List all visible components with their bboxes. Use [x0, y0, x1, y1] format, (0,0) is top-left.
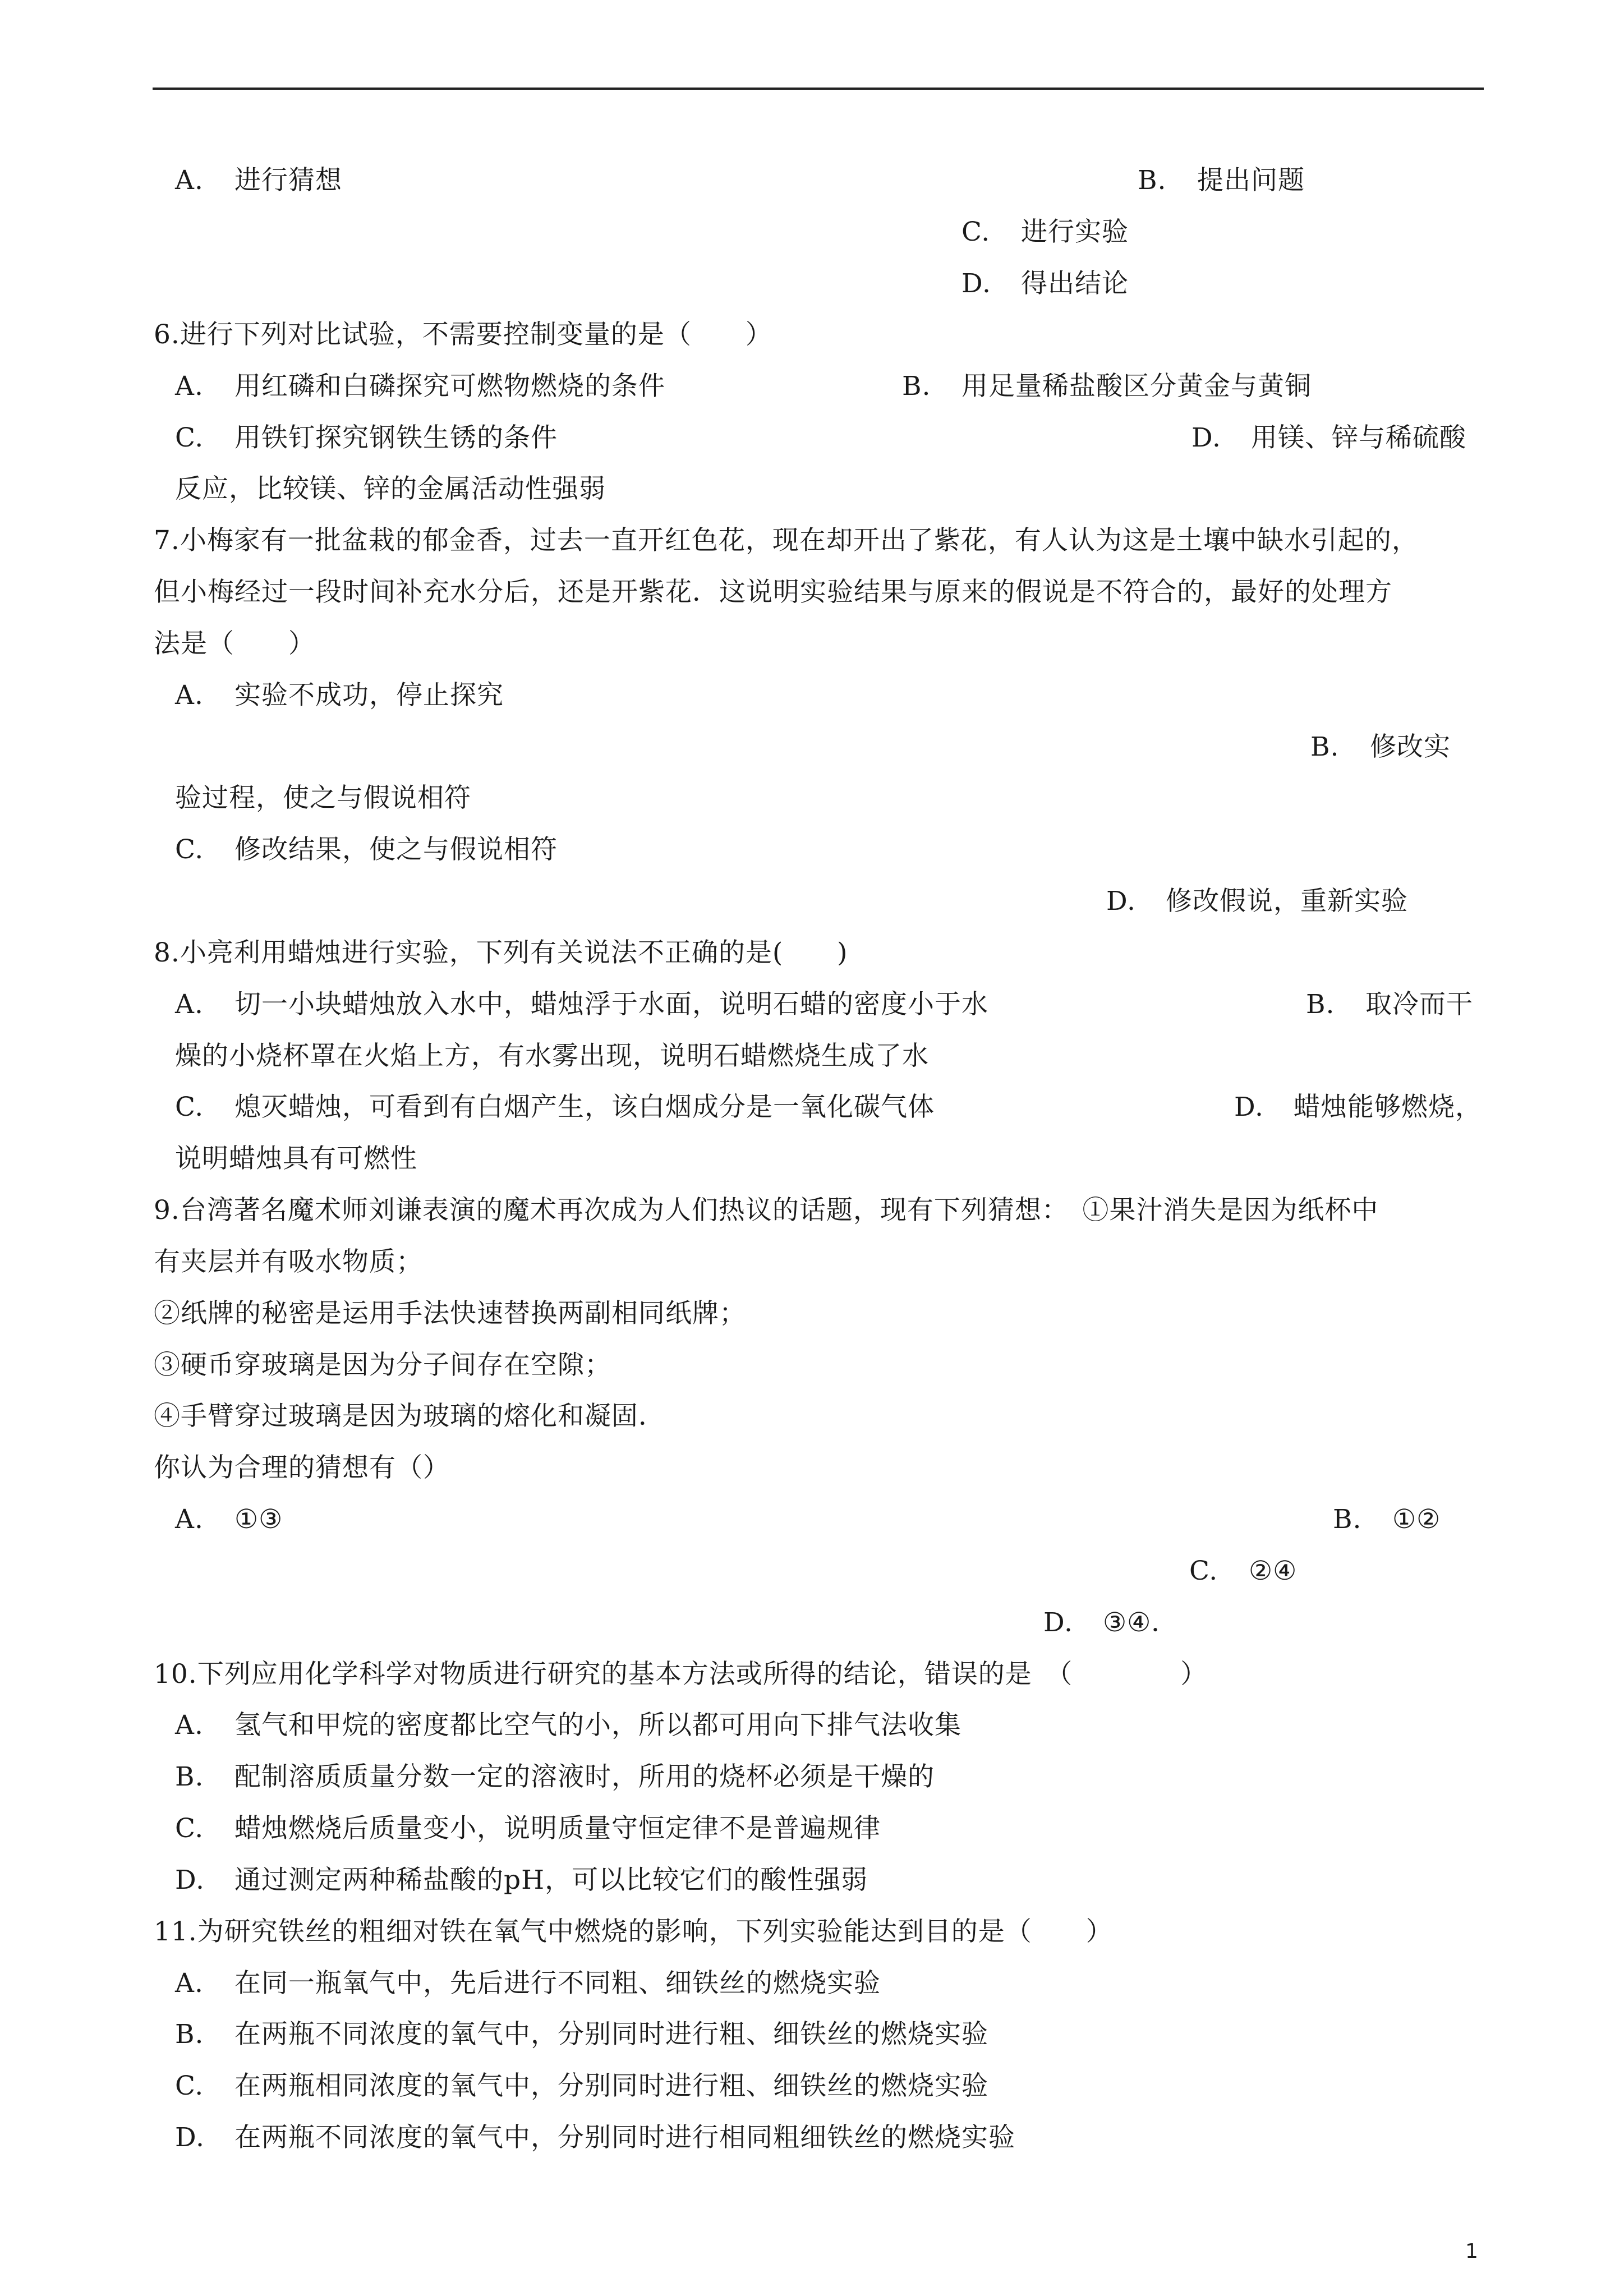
q6-option-d-continued: 反应，比较镁、锌的金属活动性强弱 [175, 473, 606, 504]
option-label: D. [1234, 1092, 1264, 1122]
option-text: 通过测定两种稀盐酸的pH，可以比较它们的酸性强弱 [234, 1865, 868, 1895]
q9-option-a [175, 1503, 283, 1536]
q9-question: 你认为合理的猜想有（） [154, 1452, 450, 1483]
option-text: 在两瓶不同浓度的氧气中，分别同时进行相同粗细铁丝的燃烧实验 [234, 2122, 1015, 2153]
option-label: D. [175, 2122, 205, 2153]
q9-option-d [1043, 1606, 1178, 1640]
q11-stem: 11.为研究铁丝的粗细对铁在氧气中燃烧的影响，下列实验能达到目的是（ ） [154, 1916, 1113, 1947]
option-text: 取冷而干 [1365, 989, 1473, 1020]
option-label: C. [175, 834, 204, 865]
option-label: A. [175, 1504, 204, 1535]
option-label: A. [175, 1968, 204, 1999]
option-text: 切一小块蜡烛放入水中，蜡烛浮于水面，说明石蜡的密度小于水 [234, 989, 988, 1020]
option-label: A. [175, 680, 204, 711]
q8-option-a [175, 988, 988, 1022]
q5-option-d [961, 267, 1129, 301]
q7-stem-line-2: 但小梅经过一段时间补充水分后，还是开紫花．这说明实验结果与原来的假说是不符合的，最好的处理方 [154, 577, 1392, 608]
option-text: 用铁钉探究钢铁生锈的条件 [234, 422, 558, 453]
q8-option-d [1234, 1091, 1482, 1124]
option-text: ①③ [234, 1504, 283, 1535]
option-text: 蜡烛燃烧后质量变小，说明质量守恒定律不是普遍规律 [234, 1813, 881, 1844]
q8-option-c [175, 1091, 935, 1124]
option-label: B. [1310, 731, 1340, 762]
header-rule [153, 88, 1484, 90]
q6-stem: 6.进行下列对比试验，不需要控制变量的是（ ） [154, 319, 772, 350]
option-text: 用镁、锌与稀硫酸 [1251, 422, 1466, 453]
option-label: C. [961, 217, 991, 247]
q7-option-a [175, 679, 504, 712]
q5-option-c [961, 215, 1129, 249]
option-text: 用足量稀盐酸区分黄金与黄铜 [961, 371, 1312, 402]
option-label: A. [175, 989, 204, 1020]
q10-option-d [175, 1864, 868, 1897]
q10-stem: 10.下列应用化学科学对物质进行研究的基本方法或所得的结论，错误的是 （ ） [154, 1659, 1208, 1690]
q9-guess-3: ③硬币穿玻璃是因为分子间存在空隙； [154, 1350, 611, 1381]
option-label: A. [175, 165, 204, 196]
q7-stem-line-3: 法是（ ） [154, 628, 315, 659]
option-label: B. [1333, 1504, 1362, 1535]
q8-option-b [1306, 988, 1473, 1022]
q9-stem-line-1: 9.台湾著名魔术师刘谦表演的魔术再次成为人们热议的话题，现有下列猜想： ①果汁消失是因为纸杯中 [154, 1195, 1379, 1226]
option-label: D. [175, 1865, 205, 1895]
q9-stem-line-2: 有夹层并有吸水物质； [154, 1246, 423, 1277]
option-label: D. [1043, 1607, 1073, 1638]
q9-option-c [1189, 1554, 1297, 1588]
q5-option-a [175, 164, 342, 197]
q10-option-c [175, 1812, 881, 1846]
option-label: B. [1138, 165, 1167, 196]
option-label: B. [902, 371, 931, 402]
option-label: A. [175, 371, 204, 402]
q7-option-b [1310, 730, 1451, 764]
q10-option-a [175, 1709, 961, 1742]
q7-option-c [175, 833, 558, 867]
q6-option-a [175, 370, 665, 403]
option-label: D. [1106, 886, 1136, 917]
option-label: B. [175, 1761, 204, 1792]
q9-option-b [1333, 1503, 1441, 1536]
option-label: C. [175, 2070, 204, 2101]
q10-option-b [175, 1760, 935, 1794]
option-text: 修改假说，重新实验 [1166, 886, 1408, 917]
q6-option-b [902, 370, 1312, 403]
option-text: 进行实验 [1021, 217, 1129, 247]
option-text: 得出结论 [1021, 268, 1129, 299]
q11-option-b [175, 2018, 988, 2051]
q5-option-b [1138, 164, 1305, 197]
q6-option-d [1191, 421, 1466, 455]
page-number: 1 [1465, 2240, 1478, 2263]
q9-guess-4: ④手臂穿过玻璃是因为玻璃的熔化和凝固． [154, 1401, 665, 1432]
q9-guess-2: ②纸牌的秘密是运用手法快速替换两副相同纸牌； [154, 1298, 746, 1329]
q8-stem: 8.小亮利用蜡烛进行实验，下列有关说法不正确的是( ) [154, 937, 848, 968]
q11-option-a [175, 1967, 881, 2000]
option-text: 配制溶质质量分数一定的溶液时，所用的烧杯必须是干燥的 [234, 1761, 935, 1792]
option-text: 氢气和甲烷的密度都比空气的小，所以都可用向下排气法收集 [234, 1710, 961, 1741]
option-text: 修改结果，使之与假说相符 [234, 834, 558, 865]
q7-option-b-continued: 验过程，使之与假说相符 [175, 783, 471, 813]
option-text: ②④ [1249, 1556, 1298, 1586]
q7-stem-line-1: 7.小梅家有一批盆栽的郁金香，过去一直开红色花，现在却开出了紫花，有人认为这是土壤中缺水引起的， [154, 525, 1419, 556]
option-text: ①② [1392, 1504, 1441, 1535]
option-label: D. [961, 268, 991, 299]
q8-option-d-continued: 说明蜡烛具有可燃性 [175, 1143, 417, 1174]
option-text: 修改实 [1370, 731, 1451, 762]
option-label: C. [1189, 1556, 1218, 1586]
q6-option-c [175, 421, 558, 455]
option-text: 蜡烛能够燃烧， [1294, 1092, 1482, 1122]
option-label: B. [1306, 989, 1335, 1020]
option-label: C. [175, 1092, 204, 1122]
option-text: 在两瓶不同浓度的氧气中，分别同时进行粗、细铁丝的燃烧实验 [234, 2019, 988, 2050]
q8-option-b-continued: 燥的小烧杯罩在火焰上方，有水雾出现，说明石蜡燃烧生成了水 [175, 1041, 929, 1071]
option-text: 提出问题 [1197, 165, 1305, 196]
option-label: C. [175, 1813, 204, 1844]
option-text: 在两瓶相同浓度的氧气中，分别同时进行粗、细铁丝的燃烧实验 [234, 2070, 988, 2101]
option-text: ③④． [1103, 1607, 1179, 1638]
option-text: 实验不成功，停止探究 [234, 680, 504, 711]
option-text: 进行猜想 [234, 165, 342, 196]
option-label: C. [175, 422, 204, 453]
option-label: D. [1191, 422, 1221, 453]
q7-option-d [1106, 885, 1408, 918]
option-label: A. [175, 1710, 204, 1741]
q11-option-c [175, 2069, 988, 2103]
option-label: B. [175, 2019, 204, 2050]
q11-option-d [175, 2121, 1015, 2155]
option-text: 熄灭蜡烛，可看到有白烟产生，该白烟成分是一氧化碳气体 [234, 1092, 935, 1122]
option-text: 在同一瓶氧气中，先后进行不同粗、细铁丝的燃烧实验 [234, 1968, 881, 1999]
option-text: 用红磷和白磷探究可燃物燃烧的条件 [234, 371, 665, 402]
